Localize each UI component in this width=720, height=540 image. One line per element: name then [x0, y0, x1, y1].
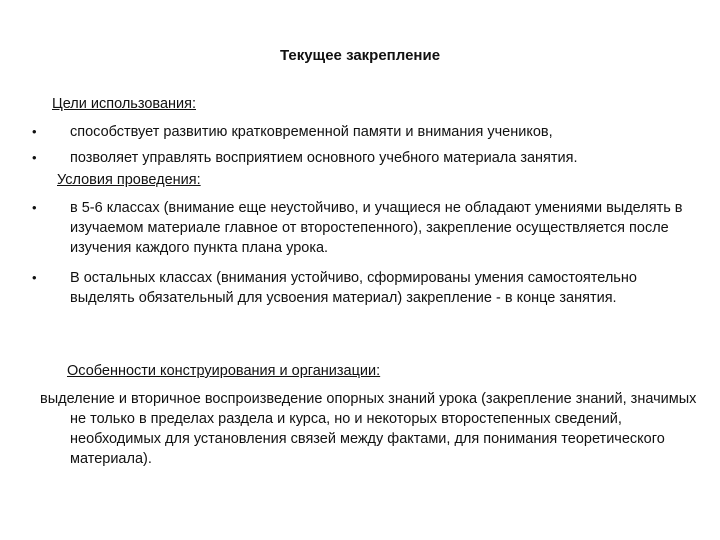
- bullet-icon: •: [32, 150, 37, 165]
- features-heading: Особенности конструирования и организации:: [67, 363, 381, 379]
- list-item: [32, 198, 692, 258]
- conditions-heading: Условия проведения:: [57, 172, 201, 188]
- slide-title: Текущее закрепление: [279, 47, 441, 64]
- list-item: [32, 148, 692, 168]
- list-item: [32, 268, 692, 308]
- list-item-text: позволяет управлять восприятием основного учебного материала занятия.: [70, 150, 578, 166]
- list-item-text: в 5-6 классах (внимание еще неустойчиво, и учащиеся не обладают умениями выделять в изучаемом материале главное от второстепенного), закрепление осуществляется после изучения каждого пункта плана урока.: [70, 200, 683, 256]
- features-paragraph: выделение и вторичное воспроизведение опорных знаний урока (закрепление знаний, значимых не только в пределах раздела и курса, но и некоторых второстепенных сведений, необходимых для установления связей между фактами, для понимания теоретического материала).: [40, 391, 697, 467]
- bullet-icon: •: [32, 124, 37, 139]
- list-item: [32, 122, 692, 142]
- bullet-icon: •: [32, 270, 37, 285]
- list-item-text: В остальных классах (внимания устойчиво, сформированы умения самостоятельно выделять обязательный для усвоения материал) закрепление - в конце занятия.: [70, 270, 637, 306]
- list-item-text: способствует развитию кратковременной памяти и внимания учеников,: [70, 124, 553, 140]
- goals-heading: Цели использования:: [52, 96, 197, 112]
- bullet-icon: •: [32, 200, 37, 215]
